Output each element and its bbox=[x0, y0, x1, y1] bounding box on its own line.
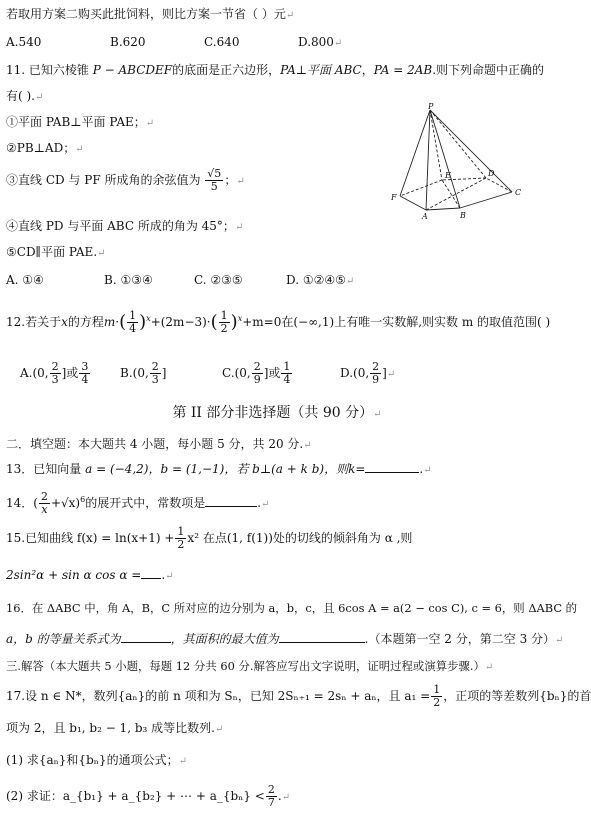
part2-title: 第 II 部分非选择题（共 90 分）↵ bbox=[172, 405, 382, 421]
q15: 15.已知曲线 f(x) = ln(x+1) + $\frac{1}{2}$ x² 在点(1, f(1))处的切线的倾斜角为 α ,则 bbox=[6, 525, 413, 551]
label-b: B bbox=[460, 211, 466, 220]
edge-fa bbox=[400, 196, 426, 210]
q17-line1: 17.设 n ∈ N*，数列{aₙ}的前 n 项和为 Sₙ，已知 2Sₙ₊₁ = 2sₙ + aₙ，且 a₁ = $\frac{1}{2}$ ，正项的等差数列{bₙ}的首 bbox=[6, 683, 591, 709]
q11-stem: 11. 已知六棱锥 P − ABCDEF的底面是正六边形，PA⊥平面 ABC，PA = 2AB.则下列命题中正确的 bbox=[6, 63, 545, 77]
q11-option-c: C. ②③⑤ bbox=[194, 273, 243, 287]
q15-line2: 2sin²α + sin α cos α = .↵ bbox=[6, 568, 174, 582]
edge-pa bbox=[426, 110, 430, 210]
edge-pd bbox=[430, 110, 486, 178]
q11-statement-2: ②PB⊥AD；↵ bbox=[6, 141, 84, 155]
answer-section-header: 三.解答（本大题共 5 小题，每题 12 分共 60 分.解答应写出文字说明，证明过程或演算步骤.）↵ bbox=[6, 659, 494, 673]
q10-option-b: B.620 bbox=[110, 35, 146, 49]
label-c: C bbox=[515, 188, 522, 197]
q16-line1: 16．在 ΔABC 中，角 A，B，C 所对应的边分别为 a，b，c，且 6cos A = a(2 − cos C), c = 6，则 ΔABC 的 bbox=[6, 601, 578, 615]
q11-statement-5: ⑤CD∥平面 PAE.↵ bbox=[6, 245, 106, 259]
diag-be bbox=[442, 180, 460, 208]
q11-cos-fraction: $\frac{√5}{5}$ bbox=[207, 167, 222, 193]
edge-cd bbox=[486, 178, 512, 192]
q17-part2: (2) 求证：a_{b₁} + a_{b₂} + ⋯ + a_{bₙ} < $\frac{2}{7}$ .↵ bbox=[6, 783, 291, 809]
q11-option-b: B. ①③④ bbox=[104, 273, 153, 287]
edge-ef bbox=[400, 180, 442, 196]
edge-ab bbox=[426, 208, 460, 210]
label-f: F bbox=[391, 193, 397, 202]
q15-answer-blank bbox=[141, 566, 161, 579]
q11-option-a: A. ①④ bbox=[6, 273, 44, 287]
q17-line2: 项为 2，且 b₁, b₂ − 1, b₃ 成等比数列.↵ bbox=[6, 721, 224, 735]
q16-answer-blank-1 bbox=[121, 630, 171, 643]
label-p: P bbox=[428, 102, 434, 111]
q17-part1: (1) 求{aₙ}和{bₙ}的通项公式；↵ bbox=[6, 753, 187, 767]
q12-option-a: A.(0, $\frac{2}{3}$ ]或 $\frac{3}{4}$ bbox=[20, 360, 89, 386]
pyramid-figure bbox=[390, 102, 540, 220]
q13-answer-blank bbox=[365, 460, 419, 473]
label-a: A bbox=[422, 212, 428, 221]
q14: 14．( $\frac{2}{x}$ +√x)$^6$的展开式中，常数项是 .↵ bbox=[6, 490, 270, 516]
q14-answer-blank bbox=[205, 494, 257, 507]
fill-section-header: 二．填空题：本大题共 4 小题，每小题 5 分，共 20 分.↵ bbox=[6, 437, 312, 451]
q11-statement-4: ④直线 PD 与平面 ABC 所成的角为 45°；↵ bbox=[6, 219, 244, 233]
q16-line2: a，b 的等量关系式为 ，其面积的最大值为 .（本题第一空 2 分，第二空 3 分）↵ bbox=[6, 632, 564, 646]
q10-stem: 若取用方案二购买此批饲料，则比方案一节省（ ）元↵ bbox=[6, 7, 295, 21]
q16-answer-blank-2 bbox=[279, 630, 365, 643]
q12-option-b: B.(0, $\frac{2}{3}$ ] bbox=[120, 360, 167, 386]
q12-option-d: D.(0, $\frac{2}{9}$ ]↵ bbox=[340, 360, 396, 386]
edge-pf bbox=[400, 110, 430, 196]
label-e: E bbox=[445, 171, 451, 180]
q10-option-c: C.640 bbox=[204, 35, 240, 49]
q10-option-a: A.540 bbox=[6, 35, 42, 49]
q12-option-c: C.(0, $\frac{2}{9}$ ]或 $\frac{1}{4}$ bbox=[222, 360, 291, 386]
q11-stem-cont: 有( ).↵ bbox=[6, 89, 44, 103]
label-d: D bbox=[488, 169, 495, 178]
q10-option-d: D.800↵ bbox=[298, 35, 343, 49]
q11-statement-1: ①平面 PAB⊥平面 PAE；↵ bbox=[6, 115, 155, 129]
edge-bc bbox=[460, 192, 512, 208]
q11-statement-3: ③直线 CD 与 PF 所成角的余弦值为 $\frac{√5}{5}$ ；↵ bbox=[6, 167, 245, 193]
q12-stem: 12.若关于x的方程m·( $\frac{1}{4}$ )$^x$+(2m−3)·( $\frac{1}{2}$ )$^x$+m=0在(−∞,1)上有唯一实数解,则实数 m 的取值范围( ) bbox=[6, 309, 551, 335]
q13: 13．已知向量 a = (−4,2)，b = (1,−1)，若 b⊥(a + k b)，则k= .↵ bbox=[6, 462, 432, 476]
q11-option-d: D. ①②④⑤↵ bbox=[286, 273, 355, 287]
